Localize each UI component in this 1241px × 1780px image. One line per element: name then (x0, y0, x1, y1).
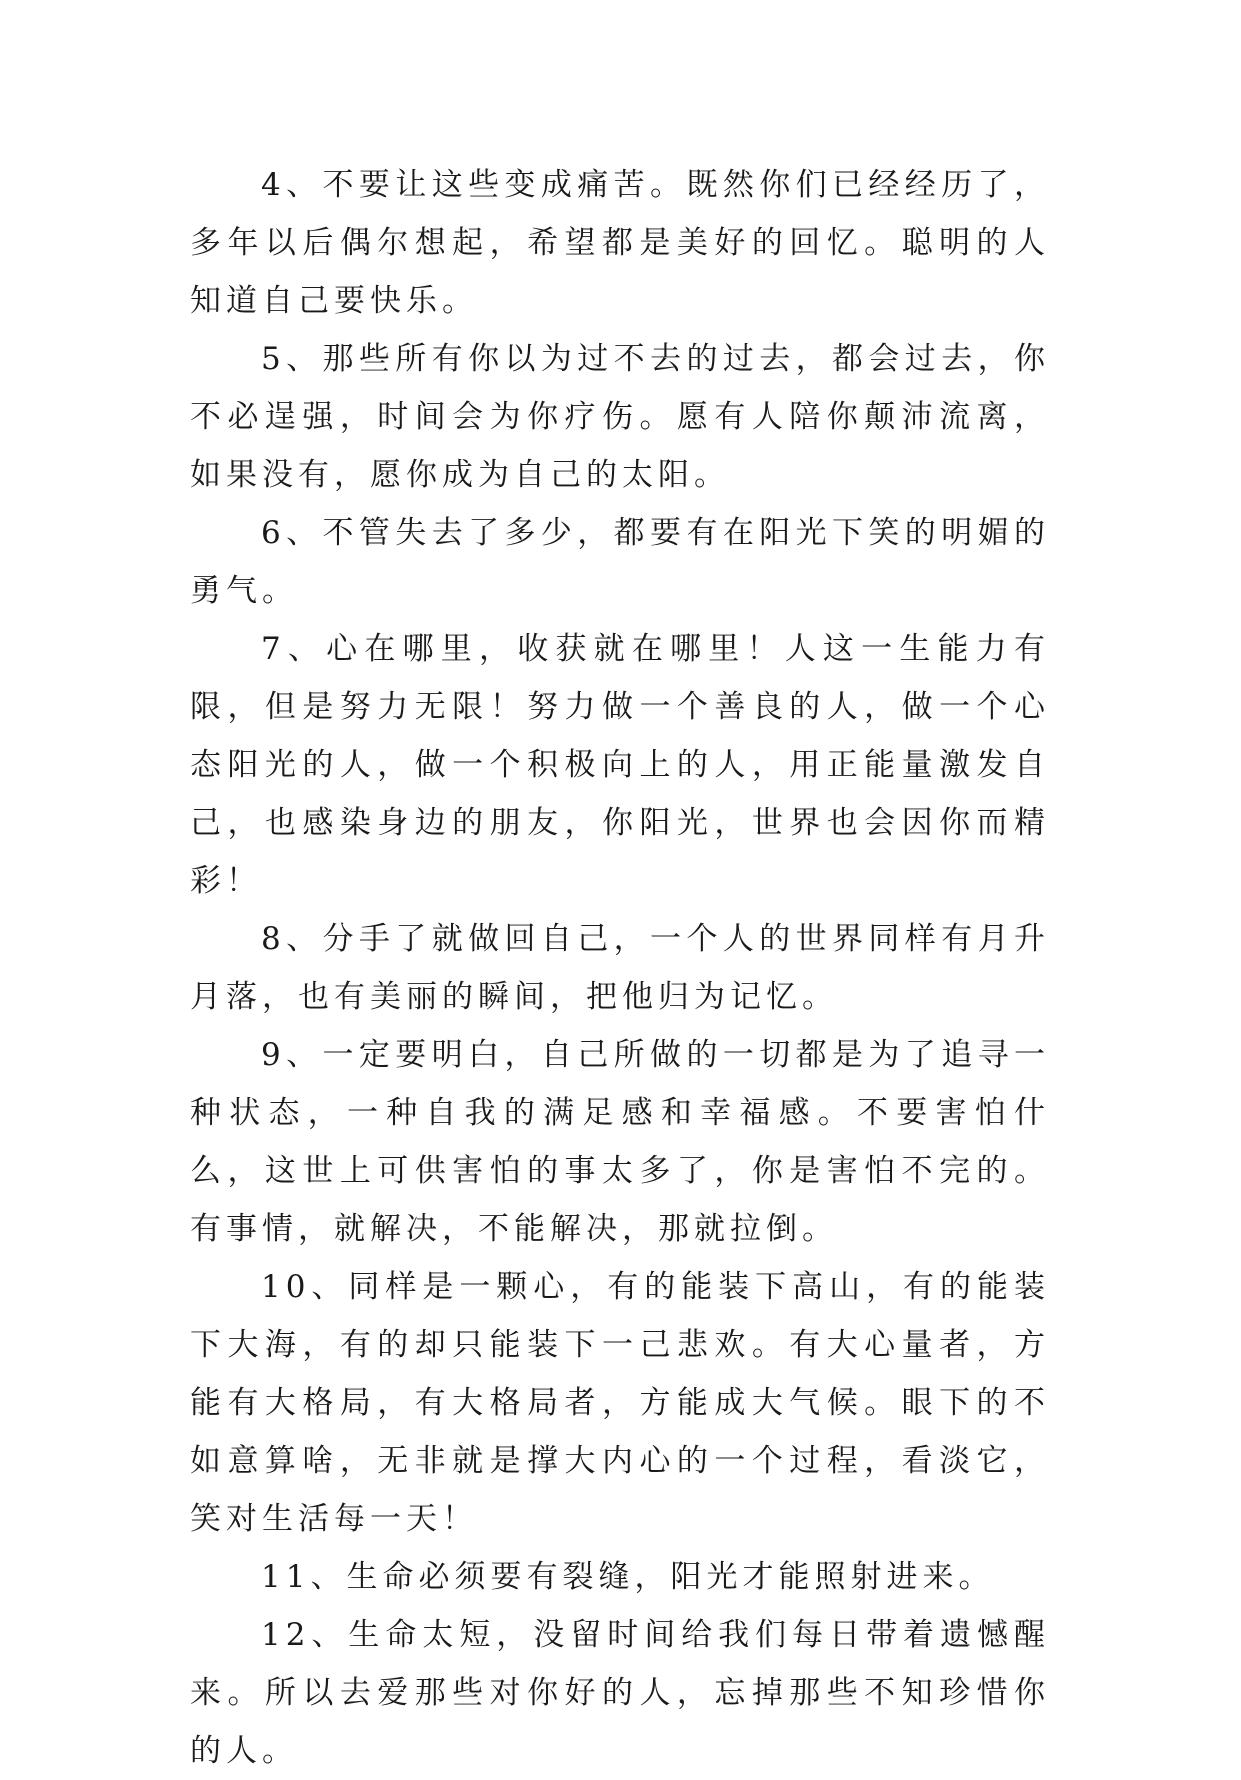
paragraph-10: 10、同样是一颗心，有的能装下高山，有的能装下大海，有的却只能装下一己悲欢。有大心量者，方能有大格局，有大格局者，方能成大气候。眼下的不如意算啥，无非就是撑大内心的一个过程，看淡它，笑对生活每一天！ (190, 1269, 1050, 1537)
paragraph-9: 9、一定要明白，自己所做的一切都是为了追寻一种状态，一种自我的满足感和幸福感。不要害怕什么，这世上可供害怕的事太多了，你是害怕不完的。有事情，就解决，不能解决，那就拉倒。 (190, 1037, 1050, 1247)
paragraph-8: 8、分手了就做回自己，一个人的世界同样有月升月落，也有美丽的瞬间，把他归为记忆。 (190, 921, 1050, 1015)
paragraph-7: 7、心在哪里，收获就在哪里！人这一生能力有限，但是努力无限！努力做一个善良的人，做一个心态阳光的人，做一个积极向上的人，用正能量激发自己，也感染身边的朋友，你阳光，世界也会因你而精彩！ (190, 631, 1050, 899)
paragraph-11: 11、生命必须要有裂缝，阳光才能照射进来。 (261, 1559, 995, 1595)
paragraph-4: 4、不要让这些变成痛苦。既然你们已经经历了，多年以后偶尔想起，希望都是美好的回忆。聪明的人知道自己要快乐。 (190, 167, 1050, 319)
document-body (190, 156, 1050, 1780)
paragraph-12: 12、生命太短，没留时间给我们每日带着遗憾醒来。所以去爱那些对你好的人，忘掉那些不知珍惜你的人。 (190, 1617, 1050, 1769)
paragraph-5: 5、那些所有你以为过不去的过去，都会过去，你不必逞强，时间会为你疗伤。愿有人陪你颠沛流离，如果没有，愿你成为自己的太阳。 (190, 341, 1050, 493)
paragraph-6: 6、不管失去了多少，都要有在阳光下笑的明媚的勇气。 (190, 515, 1050, 609)
